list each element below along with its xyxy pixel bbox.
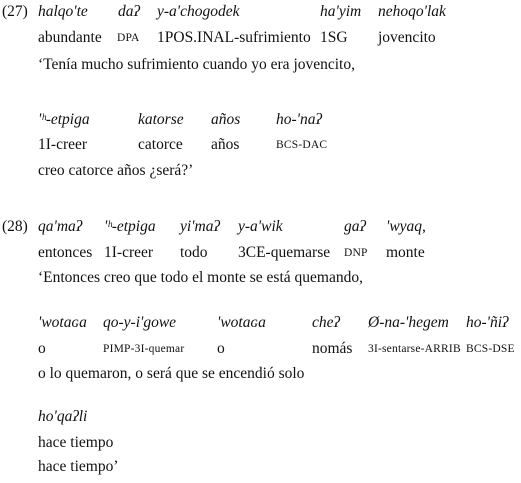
word: katorse bbox=[138, 111, 184, 128]
example-number: (27) bbox=[2, 3, 28, 20]
gloss: jovencito bbox=[378, 29, 436, 46]
gloss: entonces bbox=[38, 244, 93, 261]
example-28-words-line-2 bbox=[0, 313, 521, 333]
example-28-words-line-3 bbox=[0, 407, 521, 427]
word: ho-'ñiʔ bbox=[466, 314, 509, 331]
gloss: o bbox=[38, 340, 46, 357]
gloss: 1I-creer bbox=[104, 244, 154, 261]
free-translation: hace tiempo’ bbox=[38, 458, 119, 475]
gloss: catorce bbox=[138, 136, 183, 153]
word: 'wotaɢa bbox=[217, 314, 266, 331]
example-number: (28) bbox=[2, 218, 28, 235]
word: 'ʰ-etpiga bbox=[104, 218, 156, 235]
word: nehoqo'lak bbox=[378, 3, 446, 20]
gloss: BCS-DAC bbox=[276, 139, 328, 151]
gloss: hace tiempo bbox=[38, 434, 114, 451]
word: qo-y-i'gowe bbox=[103, 314, 177, 331]
gloss: todo bbox=[180, 244, 208, 261]
gloss: o bbox=[217, 340, 225, 357]
free-translation: ‘Tenía mucho sufrimiento cuando yo era jovencito, bbox=[38, 56, 355, 73]
example-28-gloss-line bbox=[0, 243, 521, 263]
word: 'ʰ-etpiga bbox=[38, 111, 90, 128]
gloss: abundante bbox=[38, 29, 102, 46]
gloss: 1I-creer bbox=[38, 136, 88, 153]
gloss: 3I-sentarse-ARRIB bbox=[368, 343, 461, 355]
word: 'wotaɢa bbox=[38, 314, 87, 331]
example-28-gloss-line-2 bbox=[0, 339, 521, 359]
gloss: BCS-DSE bbox=[466, 343, 515, 355]
gloss: años bbox=[211, 136, 240, 153]
example-27-gloss-line bbox=[0, 28, 521, 48]
gloss: DNP bbox=[344, 247, 368, 259]
word: años bbox=[211, 111, 241, 128]
gloss: PIMP-3I-quemar bbox=[103, 343, 185, 355]
word: halqo'te bbox=[38, 3, 88, 20]
word: y-a'chogodek bbox=[157, 3, 240, 20]
gloss: 3CE-quemarse bbox=[238, 244, 331, 261]
word: gaʔ bbox=[344, 218, 366, 235]
free-translation: creo catorce años ¿será?’ bbox=[38, 162, 194, 179]
gloss: nomás bbox=[312, 340, 353, 357]
gloss: 1POS.INAL-sufrimiento bbox=[157, 29, 311, 46]
word: ho'qaʔli bbox=[38, 408, 88, 425]
word: Ø-na-'hegem bbox=[368, 314, 449, 331]
word: ho-'naʔ bbox=[276, 111, 322, 128]
example-28-gloss-line-3 bbox=[0, 433, 521, 453]
gloss: 1SG bbox=[320, 29, 348, 46]
example-28-words-line bbox=[0, 217, 521, 237]
word: ha'yim bbox=[320, 3, 362, 20]
example-27-gloss-line-2 bbox=[0, 135, 521, 155]
word: yi'maʔ bbox=[180, 218, 220, 235]
word: y-a'wik bbox=[238, 218, 283, 235]
word: 'wyaq, bbox=[386, 218, 426, 235]
gloss: DPA bbox=[117, 32, 140, 44]
word: daʔ bbox=[118, 3, 140, 20]
gloss: monte bbox=[386, 244, 425, 261]
free-translation: ‘Entonces creo que todo el monte se está quemando, bbox=[38, 269, 363, 286]
free-translation: o lo quemaron, o será que se encendió solo bbox=[38, 365, 305, 382]
example-27-words-line bbox=[0, 2, 521, 22]
word: qa'maʔ bbox=[38, 218, 83, 235]
example-27-words-line-2 bbox=[0, 110, 521, 130]
word: cheʔ bbox=[312, 314, 340, 331]
